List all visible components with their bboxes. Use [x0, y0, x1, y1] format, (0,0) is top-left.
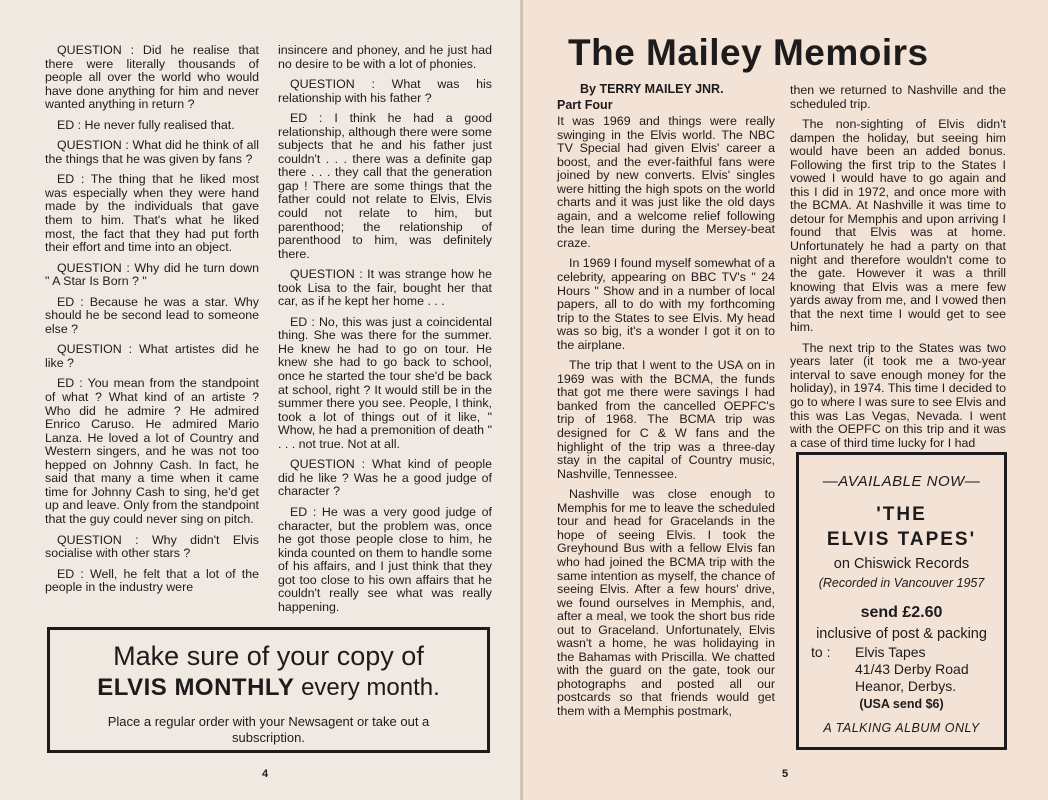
ad-available-now: —AVAILABLE NOW—: [822, 473, 981, 490]
left-page-column-2: [278, 44, 492, 621]
paragraph: ED : You mean from the standpoint of what ? What kind of an artiste ? Who did he admire ? He admired Enrico Caruso. He admired Mario Lanza. He loved a lot of Country and Western singers, and he was not too hepped on Johnny Cash. In fact, he said that many a time when it came time for Johnny Cash to sing, he'd get up and leave. Only from the standpoint that the guy could never sing on pitch.: [45, 376, 259, 526]
paragraph: The next trip to the States was two years later (it took me a two-year interval to save enough money for the holiday), in 1974. This time I decided to go to where I was sure to see Elvis and this was Las Vegas, Nevada. I went with the OEPFC on this trip and it was a case of third time lucky for I had: [790, 340, 1006, 450]
ad-address: [799, 644, 1004, 695]
paragraph: QUESTION : What was his relationship with his father ?: [278, 77, 492, 105]
paragraph: The non-sighting of Elvis didn't dampen the holiday, but seeing him would have been an added bonus. Following the first trip to the States I vowed I would have to go again and this I did in 1972, and once more with the BCMA. At Nashville it was time to detour for Memphis and upon arriving I found that Elvis was at home. Unfortunately he had a party on that night and therefore wouldn't come to the gate. However it was a thrill knowing that Elvis was a mere few yards away from me, and I vowed then that the next time I would get to see him.: [790, 117, 1006, 335]
ad-album-title-line-1: 'THE: [876, 504, 927, 525]
paragraph: QUESTION : What kind of people did he like ? Was he a good judge of character ?: [278, 457, 492, 499]
article-byline: By TERRY MAILEY JNR.: [580, 82, 724, 96]
ad-frequency: every month.: [301, 674, 440, 701]
paragraph: QUESTION : What did he think of all the things that he was given by fans ?: [45, 138, 259, 166]
ad-recorded-note: (Recorded in Vancouver 1957: [818, 576, 985, 590]
paragraph: In 1969 I found myself somewhat of a celebrity, appearing on BBC TV's " 24 Hours " Show and in a number of local papers, all to do with my forthcoming trip to the States to see Elvis. My head was so big, it's a wonder I got it on to the airplane.: [557, 256, 775, 352]
page-number-right: 5: [782, 768, 789, 780]
ad-record-label: on Chiswick Records: [833, 556, 970, 572]
page-number-left: 4: [262, 768, 269, 780]
article-part: Part Four: [557, 98, 613, 112]
ad-album-title: [799, 502, 1004, 552]
paragraph: Nashville was close enough to Memphis for me to leave the scheduled tour and head for Gracelands in the hope of seeing Elvis. I took the Greyhound Bus with a fellow Elvis fan who had joined the BCMA trip with the same intention as myself, the chance of seeing Elvis. After a few hours' drive, we found ourselves in Memphis, and, after a meal, we took the short bus ride out to Graceland. Unfortunately, Elvis wasn't a home, he was holidaying in the Bahamas with Priscilla. We chatted with the guard on the gate, took our photographs and posted all our postcards so that friends would get them with a Memphis postmark,: [557, 487, 775, 718]
paragraph: ED : He never fully realised that.: [57, 117, 235, 132]
ad-price: send £2.60: [860, 604, 943, 621]
paragraph: ED : He was a very good judge of character, but the problem was, once he got those people close to him, he kinda counted on them to handle some of his affairs, and I just think that they got too close to his own affairs that he couldn't really see what was really happening.: [278, 504, 492, 614]
ad-address-line: Heanor, Derbys.: [855, 678, 957, 694]
magazine-name: ELVIS MONTHLY: [97, 674, 295, 701]
ad-album-title-line-2: ELVIS TAPES': [826, 529, 977, 550]
paragraph: then we returned to Nashville and the scheduled trip.: [790, 83, 1006, 111]
paragraph: ED : I think he had a good relationship, although there were some subjects that he and his father just couldn't . . . there was a definite gap there . . . they call that the generation gap ! There are some things that the father could not relate to Elvis, Elvis could not relate to him, but parenthood; the relationship of parenthood to him, was definitely there.: [278, 111, 492, 261]
paragraph: ED : No, this was just a coincidental thing. She was there for the summer. He knew he had to go on tour. He knew she had to go back to school, once he started the tour she'd be back at school, right ? It would still be in the summer there you see. People, I think, took a lot of things out of it like, " Whow, he had a premonition of death " . . . not true. Not at all.: [278, 314, 492, 451]
paragraph: QUESTION : What artistes did he like ?: [45, 342, 259, 370]
paragraph: It was 1969 and things were really swinging in the Elvis world. The NBC TV Special had given Elvis' career a boost, and the ever-faithful fans were joined by new converts. Elvis' singles were hitting the high spots on the world charts and it was just like the old days again, and a welcome relief following the lean time during the Mersey-beat craze.: [557, 114, 775, 250]
paragraph: ED : The thing that he liked most was especially when they were hand made by the individuals that gave them to him. That's what he liked most, the fact that they had put forth their effort and time into an object.: [45, 172, 259, 255]
elvis-monthly-subscription-ad: [47, 627, 490, 753]
ad-address-lines: [855, 644, 969, 695]
left-page: [0, 0, 523, 800]
paragraph: QUESTION : Did he realise that there were literally thousands of people all over the world who would have done anything for him and never wanted anything in return ?: [45, 43, 259, 112]
elvis-tapes-ad: [796, 452, 1007, 750]
paragraph: QUESTION : Why did he turn down " A Star Is Born ? ": [45, 260, 259, 289]
paragraph: QUESTION : Why didn't Elvis socialise with other stars ?: [45, 532, 259, 561]
article-title: The Mailey Memoirs: [568, 32, 929, 73]
paragraph: insincere and phoney, and he just had no desire to be with a lot of phonies.: [278, 43, 492, 71]
ad-headline: Make sure of your copy of: [113, 641, 424, 671]
ad-subscription-text: Place a regular order with your Newsagent or take out a subscription.: [107, 714, 430, 745]
ad-address-to: to :: [811, 644, 831, 660]
paragraph: The trip that I went to the USA on in 1969 was with the BCMA, the funds that got me there were savings I had banked from the cancelled OEPFC's trip of 1968. The BCMA trip was designed for C & W fans and the highlight of the trip was a three-day stay in the capital of Country music, Nashville, Tennessee.: [557, 358, 775, 481]
ad-usa-price: (USA send $6): [859, 697, 944, 711]
paragraph: QUESTION : It was strange how he took Lisa to the fair, bought her that car, as if he kept her home . . .: [278, 267, 492, 309]
right-page-column-1: [557, 115, 775, 726]
ad-postage-note: inclusive of post & packing: [816, 626, 987, 642]
ad-talking-album: A TALKING ALBUM ONLY: [823, 721, 980, 735]
ad-magazine-line: [50, 672, 487, 704]
ad-address-line: 41/43 Derby Road: [855, 661, 969, 677]
paragraph: ED : Well, he felt that a lot of the people in the industry were: [45, 566, 259, 595]
right-page-column-2: [790, 84, 1006, 457]
paragraph: ED : Because he was a star. Why should he be second lead to someone else ?: [45, 294, 259, 336]
ad-address-line: Elvis Tapes: [855, 644, 926, 660]
left-page-column-1: [45, 44, 259, 602]
